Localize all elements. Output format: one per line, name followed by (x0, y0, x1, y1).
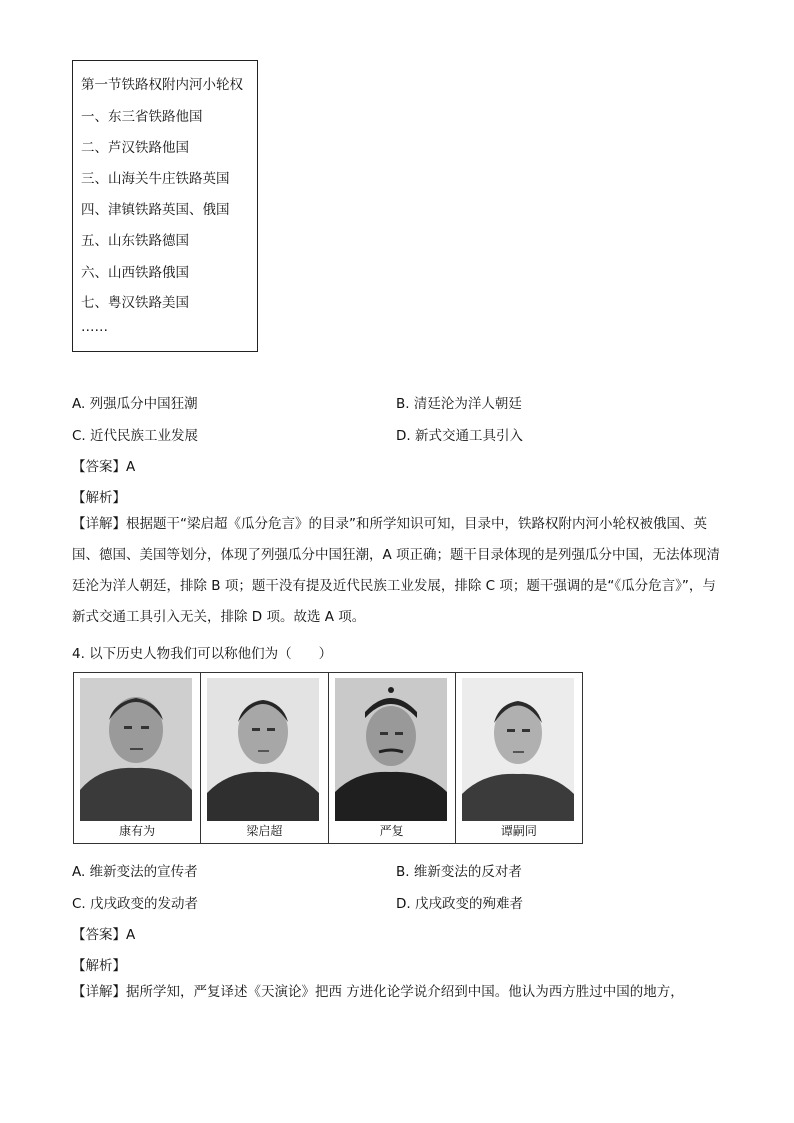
q4-answer: 【答案】A (72, 927, 136, 943)
portrait-caption: 谭嗣同 (500, 824, 537, 838)
q3-detail-tag: 【详解】 (72, 516, 126, 532)
toc-line: 一、东三省铁路他国 (81, 109, 203, 125)
toc-ellipsis: …… (81, 319, 108, 335)
toc-line: 第一节铁路权附内河小轮权 (81, 77, 243, 93)
q3-detail (72, 509, 722, 633)
q3-analysis-tag: 【解析】 (72, 490, 126, 506)
portrait-cell (74, 673, 201, 843)
portrait-table (73, 672, 583, 844)
portrait-image (335, 678, 447, 821)
toc-line: 二、芦汉铁路他国 (81, 140, 189, 156)
toc-line: 六、山西铁路俄国 (81, 265, 189, 281)
portrait-cell (201, 673, 328, 843)
q4-option-d[interactable]: D. 戊戌政变的殉难者 (396, 896, 523, 912)
portrait-cell (329, 673, 456, 843)
q4-detail-text: 据所学知，严复译述《天演论》把西 方进化论学说介绍到中国。他认为西方胜过中国的地方， (126, 984, 684, 1000)
q4-option-a[interactable]: A. 维新变法的宣传者 (72, 864, 198, 880)
q3-option-b[interactable]: B. 清廷沦为洋人朝廷 (396, 396, 522, 412)
q4-option-b[interactable]: B. 维新变法的反对者 (396, 864, 522, 880)
portrait-caption: 康有为 (119, 824, 156, 838)
toc-line: 四、津镇铁路英国、俄国 (81, 202, 230, 218)
q4-detail-tag: 【详解】 (72, 984, 126, 1000)
toc-line: 五、山东铁路德国 (81, 233, 189, 249)
portrait-caption: 梁启超 (246, 824, 283, 838)
portrait-image (207, 678, 319, 821)
toc-line: 三、山海关牛庄铁路英国 (81, 171, 230, 187)
q4-option-c[interactable]: C. 戊戌政变的发动者 (72, 896, 199, 912)
q3-answer: 【答案】A (72, 459, 136, 475)
toc-line: 七、粤汉铁路美国 (81, 295, 189, 311)
q4-analysis-tag: 【解析】 (72, 958, 126, 974)
q3-detail-text: 根据题干“梁启超《瓜分危言》的目录”和所学知识可知，目录中，铁路权附内河小轮权被俄国、英国、德国、美国等划分，体现了列强瓜分中国狂潮，A 项正确；题干目录体现的是列强瓜分中国，无法体现清廷沦为洋人朝廷，排除 B 项；题干没有提及近代民族工业发展，排除 C 项；题干强调的是“《瓜分危言》”，与新式交通工具引入无关，排除 D 项。故选 A 项。 (72, 516, 721, 625)
portrait-caption: 严复 (379, 824, 404, 838)
q4-detail (72, 977, 722, 1008)
toc-box (72, 60, 258, 352)
portrait-cell (456, 673, 582, 843)
portrait-image (80, 678, 192, 821)
q3-option-c[interactable]: C. 近代民族工业发展 (72, 428, 199, 444)
q4-question: 4. 以下历史人物我们可以称他们为（ ） (72, 646, 333, 662)
q3-option-d[interactable]: D. 新式交通工具引入 (396, 428, 523, 444)
q3-option-a[interactable]: A. 列强瓜分中国狂潮 (72, 396, 198, 412)
portrait-image (462, 678, 574, 821)
